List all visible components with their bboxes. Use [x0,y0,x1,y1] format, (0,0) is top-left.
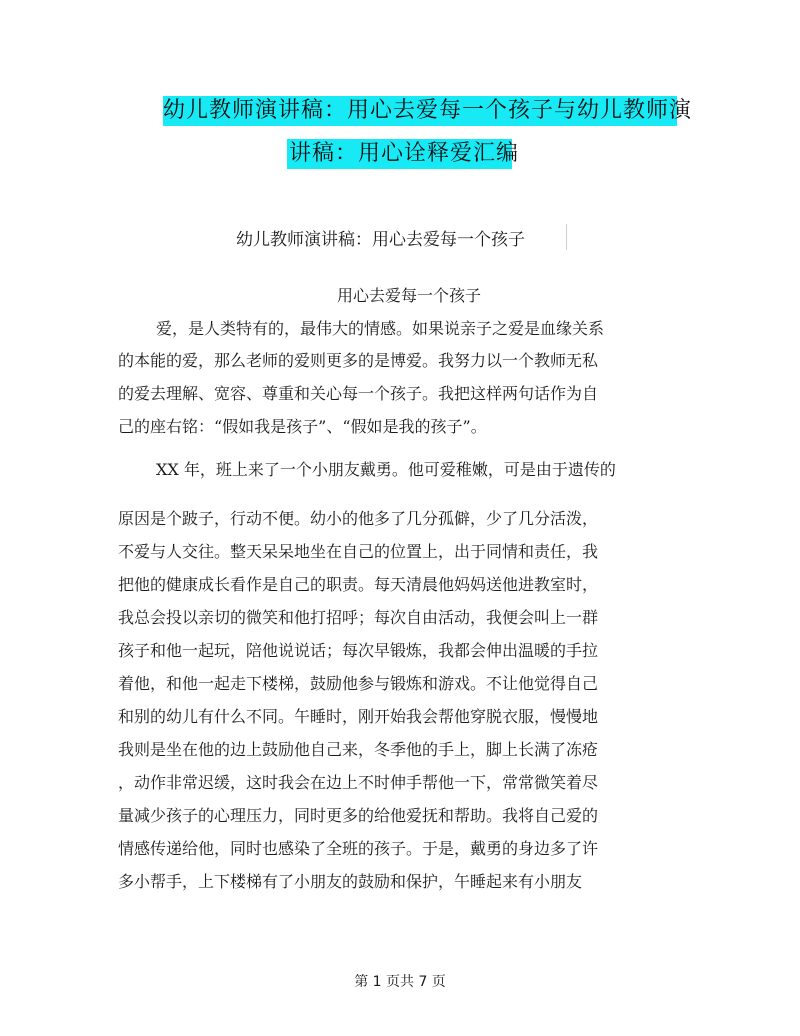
body-line: 量减少孩子的心理压力，同时更多的给他爱抚和帮助。我将自己爱的 [118,806,599,825]
body-line: 己的座右铭：“假如我是孩子”、“假如是我的孩子”。 [118,417,487,436]
title-line-2: 讲稿：用心诠释爱汇编 [287,139,512,169]
section-heading: 用心去爱每一个孩子 [336,286,481,305]
body-line: 情感传递给他，同时也感染了全班的孩子。于是，戴勇的身边多了许 [118,839,599,858]
body-line: 不爱与人交往。整天呆呆地坐在自己的位置上，出于同情和责任，我 [118,542,599,561]
body-line: 和别的幼儿有什么不同。午睡时，刚开始我会帮他穿脱衣服，慢慢地 [118,707,599,726]
body-line: 孩子和他一起玩，陪他说说话；每次早锻炼，我都会伸出温暖的手拉 [118,641,599,660]
body-line: 着他，和他一起走下楼梯，鼓励他参与锻炼和游戏。不让他觉得自己 [118,674,599,693]
subtitle-divider [566,224,567,250]
body-line: 多小帮手，上下楼梯有了小朋友的鼓励和保护，午睡起来有小朋友 [118,872,583,891]
body-line: ，动作非常迟缓，这时我会在边上不时伸手帮他一下，常常微笑着尽 [118,773,599,792]
body-line: 原因是个跛子，行动不便。幼小的他多了几分孤僻，少了几分活泼， [118,509,599,528]
body-line: 的本能的爱，那么老师的爱则更多的是博爱。我努力以一个教师无私 [118,351,599,370]
body-line: 的爱去理解、宽容、尊重和关心每一个孩子。我把这样两句话作为自 [118,384,599,403]
page-footer: 第 1 页共 7 页 [354,974,446,990]
title-line-1: 幼儿教师演讲稿：用心去爱每一个孩子与幼儿教师演 [163,96,677,126]
section-subtitle: 幼儿教师演讲稿：用心去爱每一个孩子 [236,230,525,250]
body-line: 爱，是人类特有的，最伟大的情感。如果说亲子之爱是血缘关系 [156,319,605,338]
body-line: XX 年，班上来了一个小朋友戴勇。他可爱稚嫩，可是由于遗传的 [156,460,616,479]
body-line: 我则是坐在他的边上鼓励他自己来，冬季他的手上，脚上长满了冻疮 [118,740,599,759]
body-line: 把他的健康成长看作是自己的职责。每天清晨他妈妈送他进教室时， [118,575,599,594]
body-line: 我总会投以亲切的微笑和他打招呼；每次自由活动，我便会叫上一群 [118,608,599,627]
